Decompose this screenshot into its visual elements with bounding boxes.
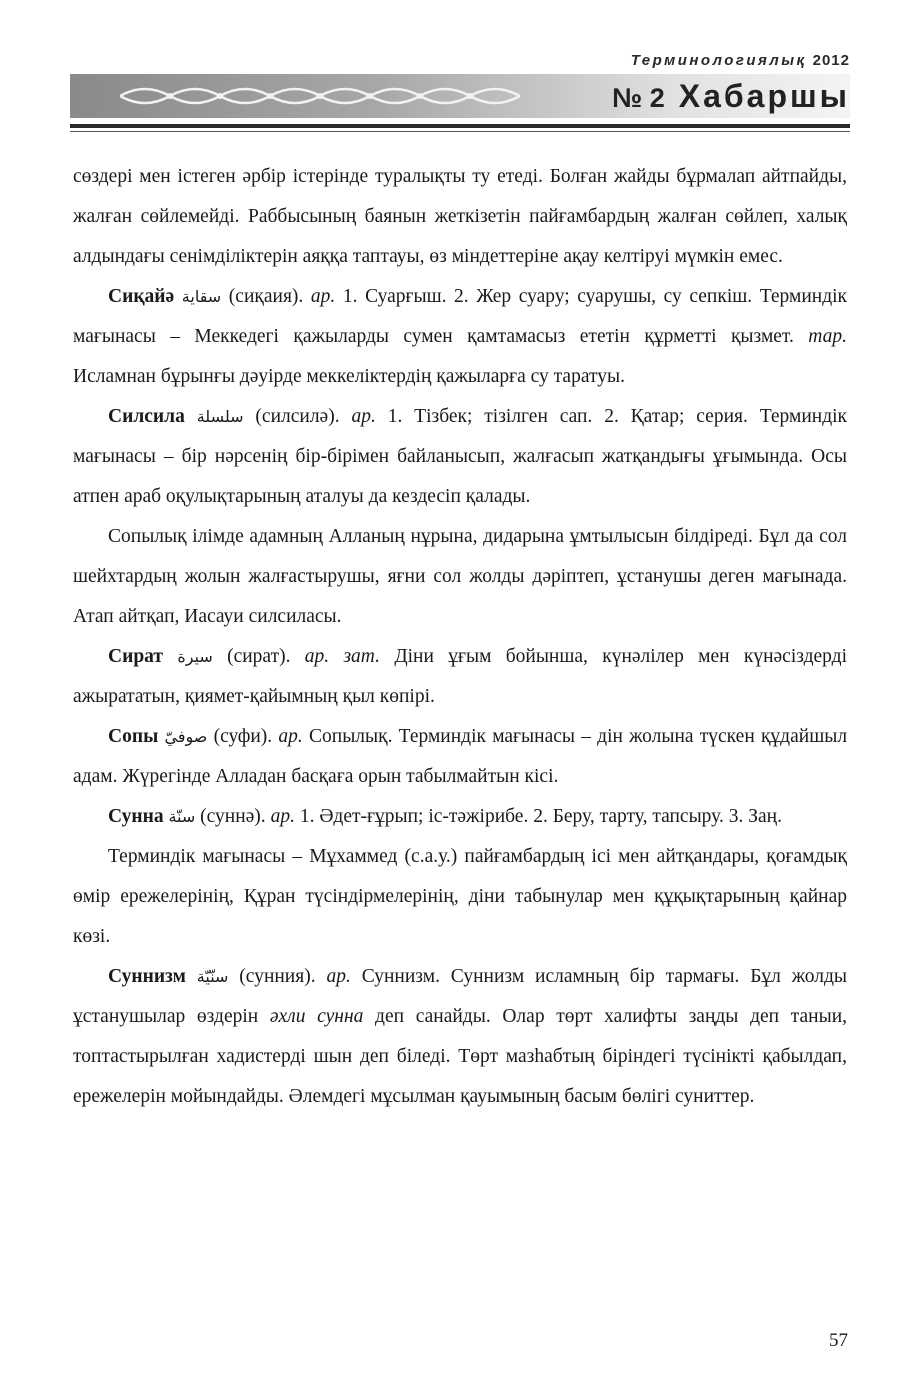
entry-language: ар. <box>270 806 295 827</box>
entry-transcription: (сунния). <box>239 966 316 987</box>
entry-transcription: (силсилә). <box>255 406 340 427</box>
page-body <box>73 157 847 1117</box>
entry-transcription: (сиқаия). <box>228 286 304 307</box>
entry-silsila <box>73 397 847 517</box>
entry-label: тар. <box>808 326 847 347</box>
entry-definition-cont: Исламнан бұрынғы дәуірде меккеліктердің қажыларға су таратуы. <box>73 366 625 387</box>
journal-title: Терминологиялық <box>630 52 807 69</box>
header-rule-thin <box>70 131 850 132</box>
entry-definition: 1. Тізбек; тізілген сап. 2. Қатар; серия. Терминдік мағынасы – бір нәрсенің бір-бірімен байланысып, жалғасып жатқандығы ұғымында. Осы атпен араб оқулықтарының аталуы да кездесіп қалады. <box>73 406 848 507</box>
entry-sunnizm <box>73 957 847 1117</box>
entry-language: ар. <box>304 646 330 667</box>
entry-transcription: (суннә). <box>200 806 266 827</box>
entry-term: Сират <box>108 646 163 667</box>
entry-definition: Суннизм. Суннизм исламның бір тармағы. Бұл жолды ұстанушылар өздерін <box>73 966 848 1027</box>
entry-definition: Діни ұғым бойынша, күнәлілер мен күнәсіздерді ажырататын, қиямет-қайымның қыл көпірі. <box>73 646 848 707</box>
entry-language: ар. <box>351 406 376 427</box>
header-banner <box>70 74 850 118</box>
entry-definition: 1. Суарғыш. 2. Жер суару; суарушы, су сепкіш. Терминдік мағынасы – Меккедегі қажыларды сумен қамтамасыз ететін құрметті қызмет. <box>73 286 848 347</box>
entry-term: Суннизм <box>108 966 186 987</box>
entry-definition-cont: деп санайды. Олар төрт халифты заңды деп таныи, топтастырылған хадистерді шын деп біледі. Төрт мазһабтың біріндегі түсінікті қабылдап, ережелерін мойындайды. Әлемдегі мұсылман қауымының басым бөлігі суниттер. <box>73 1006 848 1107</box>
entry-definition: 1. Әдет-ғұрып; іс-тәжірибе. 2. Беру, тарту, тапсыру. 3. Заң. <box>299 806 782 827</box>
entry-arabic: سقاية <box>181 287 222 306</box>
journal-year: 2012 <box>812 52 850 69</box>
paragraph-continuation: сөздері мен істеген әрбір істерінде туралықты ту етеді. Болған жайды бұрмалап айтпайды, жалған сөйлемейді. Раббысының баянын жеткізетін пайғамбардың жалған сөйлеп, халық алдындағы сенімділіктерін аяққа таптауы, өз міндеттеріне ақау келтіруі мүмкін емес. <box>73 166 847 267</box>
entry-term: Сунна <box>108 806 164 827</box>
entry-definition: Сопылық. Терминдік мағынасы – дін жолына түскен құдайшыл адам. Жүрегінде Алладан басқаға орын табылмайтын кісі. <box>73 726 848 787</box>
entry-arabic: صوفيّ <box>164 727 208 746</box>
entry-transcription: (суфи). <box>213 726 273 747</box>
entry-arabic: سلسلة <box>196 407 244 426</box>
page-number: 57 <box>829 1330 848 1351</box>
ornament-pattern-icon <box>120 80 520 112</box>
entry-language: ар. <box>278 726 303 747</box>
issue-number: № 2 <box>612 83 665 113</box>
entry-transcription: (сират). <box>227 646 291 667</box>
entry-language: ар. <box>310 286 336 307</box>
entry-sunna <box>73 797 847 837</box>
entry-sikaya <box>73 277 847 397</box>
entry-term: Сиқайә <box>108 286 175 307</box>
entry-arabic: سنّة <box>168 807 196 826</box>
page-header <box>70 50 850 140</box>
journal-short-name: Хабаршы <box>678 78 850 114</box>
entry-sirat <box>73 637 847 717</box>
journal-name <box>631 52 850 69</box>
header-rule-thick <box>70 124 850 128</box>
entry-language: ар. <box>326 966 351 987</box>
entry-term: Силсила <box>108 406 185 427</box>
entry-term: Сопы <box>108 726 159 747</box>
entry-italic-term: әхли сунна <box>269 1006 364 1027</box>
entry-sopy <box>73 717 847 797</box>
paragraph-sopylyk: Сопылық ілімде адамның Алланың нұрына, дидарына ұмтылысын білдіреді. Бұл да сол шейхтардың жолын жалғастырушы, яғни сол жолды дәріптеп, ұстанушы деген мағынада. Атап айтқап, Иасауи силсиласы. <box>73 526 847 627</box>
entry-label: зат. <box>343 646 381 667</box>
entry-arabic: سنّيّة <box>196 967 229 986</box>
banner-title <box>612 78 850 116</box>
paragraph-sunna-meaning: Терминдік мағынасы – Мұхаммед (с.а.у.) пайғамбардың ісі мен айтқандары, қоғамдық өмір ережелерінің, Құран түсіндірмелерінің, діни табынулар мен құқықтарының қайнар көзі. <box>73 846 847 947</box>
entry-arabic: سيرة <box>177 647 213 666</box>
